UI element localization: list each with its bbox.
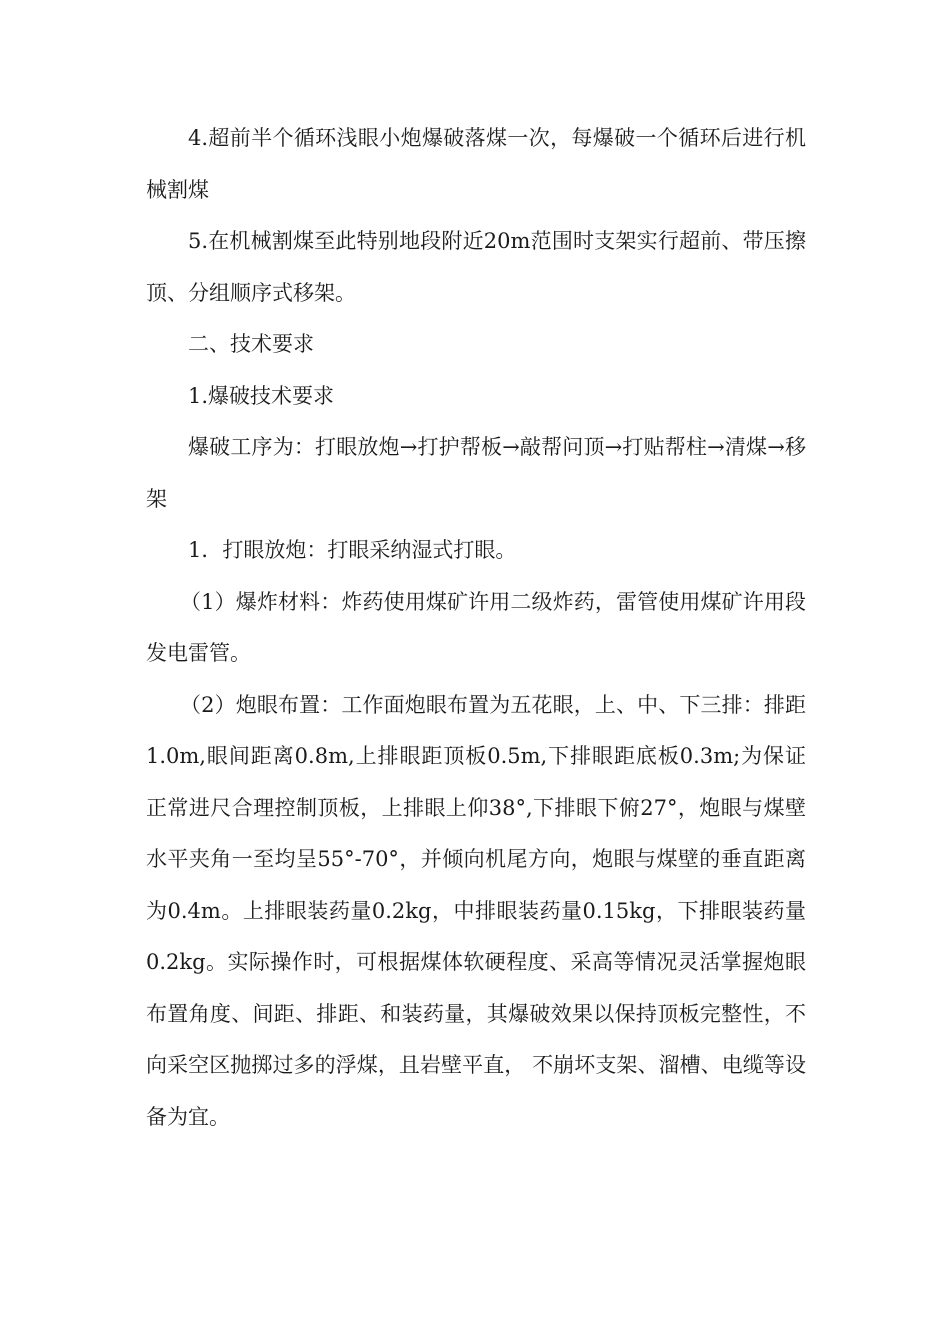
document-body bbox=[146, 113, 806, 1143]
paragraph-5-support-moving: 5.在机械割煤至此特别地段附近20m范围时支架实行超前、带压擦顶、分组顺序式移架。 bbox=[146, 229, 806, 305]
paragraph-drilling-and-firing: 1．打眼放炮：打眼采纳湿式打眼。 bbox=[188, 538, 517, 562]
paragraph-blasting-procedure: 爆破工序为：打眼放炮→打护帮板→敲帮问顶→打贴帮柱→清煤→移架 bbox=[146, 435, 806, 511]
paragraph-4-advance-blasting: 4.超前半个循环浅眼小炮爆破落煤一次，每爆破一个循环后进行机械割煤 bbox=[146, 126, 806, 202]
paragraph-explosive-materials: （1）爆炸材料：炸药使用煤矿许用二级炸药，雷管使用煤矿许用段发电雷管。 bbox=[146, 589, 806, 665]
section-heading-technical-requirements: 二、技术要求 bbox=[188, 332, 314, 356]
subheading-blasting-requirements: 1.爆破技术要求 bbox=[188, 383, 335, 408]
paragraph-blasthole-layout: （2）炮眼布置：工作面炮眼布置为五花眼，上、中、下三排：排距1.0m,眼间距离0.8m,上排眼距顶板0.5m,下排眼距底板0.3m;为保证正常进尺合理控制顶板，上排眼上仰38°,下排眼下俯27°，炮眼与煤壁水平夹角一至均呈55°-70°，并倾向机尾方向，炮眼与煤壁的垂直距离为0.4m。上排眼装药量0.2kg，中排眼装药量0.15kg，下排眼装药量0.2kg。实际操作时，可根据煤体软硬程度、采高等情况灵活掌握炮眼布置角度、间距、排距、和装药量，其爆破效果以保持顶板完整性，不向采空区抛掷过多的浮煤，且岩壁平直， 不崩坏支架、溜槽、电缆等设备为宜。 bbox=[146, 692, 806, 1129]
